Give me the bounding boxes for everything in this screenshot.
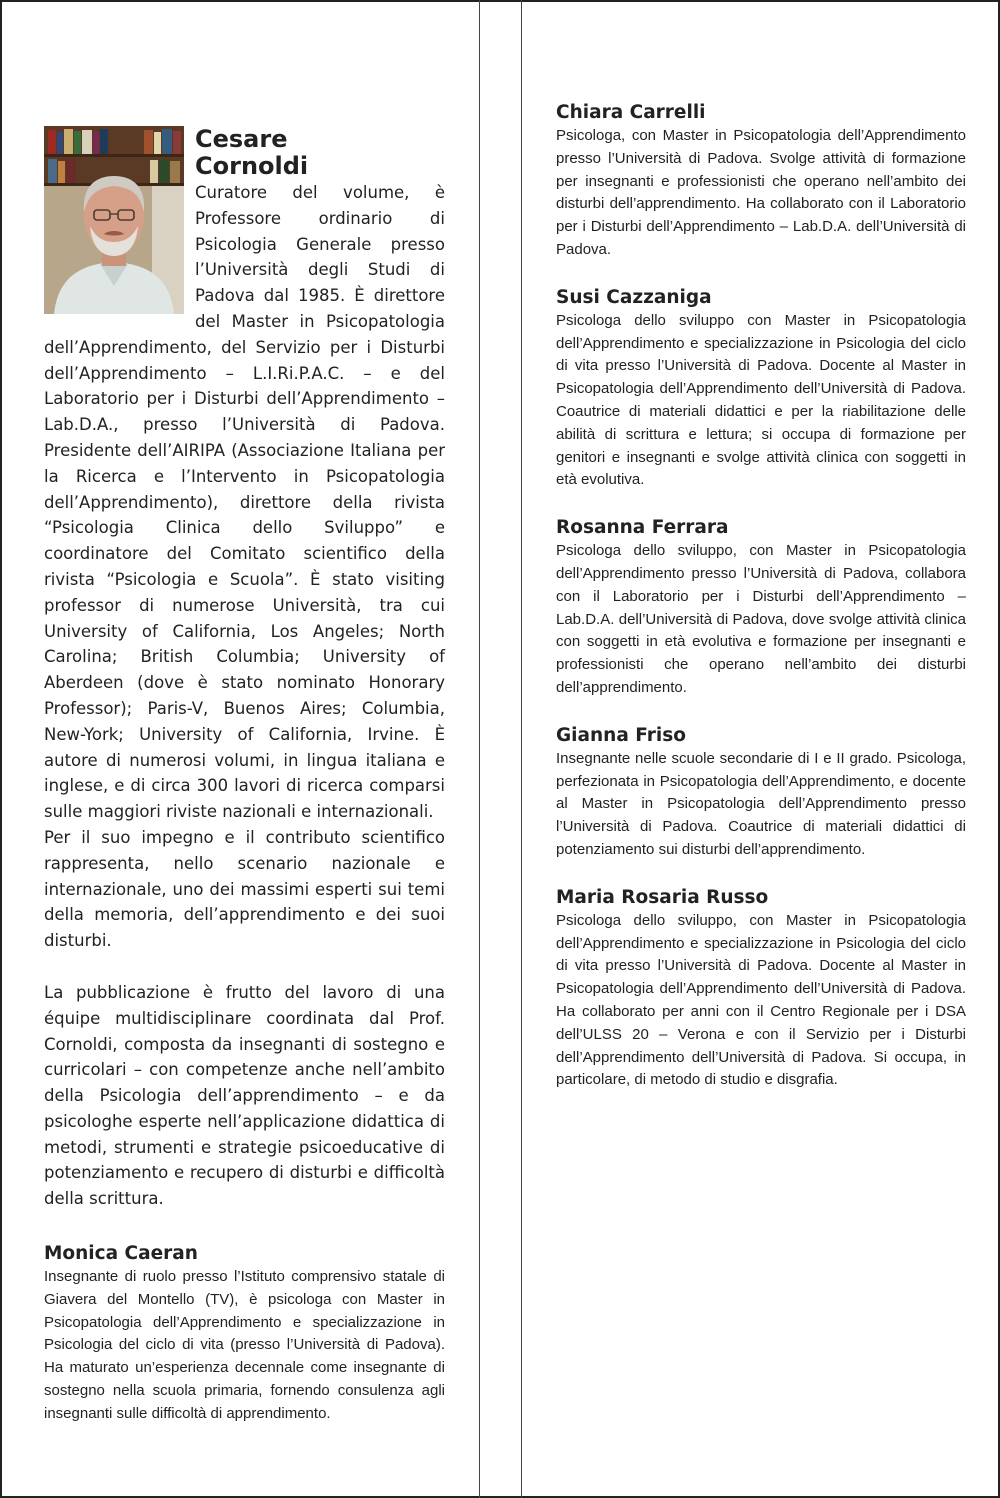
contributor-entry bbox=[556, 516, 966, 700]
main-author-bio-paragraph-1: Curatore del volume, è Professore ordinario di Psicologia Generale presso l’Università degli Studi di Padova dal 1985. È direttore del Master in Psicopatologia dell’Apprendimento, del Servizio per i Disturbi dell’Apprendimento – L.I.Ri.P.A.C. – e del Laboratorio per i Disturbi dell’Apprendimento – Lab.D.A., presso l’Università di Padova. Presidente dell’AIRIPA (Associazione Italiana per la Ricerca e l’Intervento in Psicopatologia dell’Apprendimento), direttore della rivista “Psicologia Clinica dello Sviluppo” e coordinatore del Comitato scientifico della rivista “Psicologia e Scuola”. È stato visiting professor di numerose Università, tra cui University of California, Los Angeles; North Carolina; British Columbia; University of Aberdeen (dove è stato nominato Honorary Professor); Paris-V, Buenos Aires; Columbia, New-York; University of California, Irvine. È autore di numerosi volumi, in lingua italiana e inglese, e di circa 300 lavori di ricerca comparsi sulle maggiori riviste nazionali e internazionali. bbox=[44, 183, 445, 822]
contributor-entry bbox=[556, 286, 966, 492]
contributor-bio: Insegnante nelle scuole secondarie di I e II grado. Psicologa, perfezionata in Psicopatologia dell’Apprendimento, e docente al Master in Psicopatologia dell’Apprendimento presso l’Università di Padova. Coautrice di materiali didattici di potenziamento sui disturbi dell’apprendimento. bbox=[556, 749, 966, 858]
main-author-name-line2: Cornoldi bbox=[195, 152, 309, 180]
contributor-name: Maria Rosaria Russo bbox=[556, 886, 769, 908]
right-column bbox=[556, 101, 966, 1116]
left-column bbox=[44, 126, 445, 1426]
author-photo bbox=[44, 126, 184, 314]
contributor-bio: Psicologa dello sviluppo con Master in Psicopatologia dell’Apprendimento e specializzazione in Psicologia del ciclo di vita presso l’Università di Padova. Docente al Master in Psicopatologia dell’Apprendimento dell’Università di Padova. Coautrice di materiali didattici e per la riabilitazione delle abilità di scrittura e lettura; si occupa di formazione per genitori e insegnanti e svolge attività clinica con soggetti in età evolutiva. bbox=[556, 311, 966, 489]
contributor-entry bbox=[556, 724, 966, 862]
contributor-name: Monica Caeran bbox=[44, 1243, 198, 1265]
contributor-name: Rosanna Ferrara bbox=[556, 517, 729, 539]
publication-note: La pubblicazione è frutto del lavoro di una équipe multidisciplinare coordinata dal Prof. Cornoldi, composta da insegnanti di sostegno e curricolari – con competenze anche nell’ambito della Psicologia dell’apprendimento – e da psicologhe esperte nell’applicazione didattica di metodi, strumenti e strategie psicoeducative di potenziamento e recupero di disturbi e difficoltà della scrittura. bbox=[44, 982, 445, 1209]
contributor-bio: Psicologa, con Master in Psicopatologia dell’Apprendimento presso l’Università di Padova. Svolge attività di formazione per insegnanti e professionisti che operano nell’ambito dei disturbi dell’apprendimento. Ha collaborato con il Laboratorio per i Disturbi dell’Apprendimento – Lab.D.A. dell’Università di Padova. bbox=[556, 127, 966, 258]
column-divider-right bbox=[521, 0, 522, 1498]
contributor-bio: Insegnante di ruolo presso l’Istituto comprensivo statale di Giavera del Montello (TV), è psicologa con Master in Psicopatologia dell’Apprendimento e specializzazione in Psicologia del ciclo di vita (presso l’Università di Padova). Ha maturato un’esperienza decennale come insegnante di sostegno nella scuola primaria, fornendo consulenza agli insegnanti sulle difficoltà di apprendimento. bbox=[44, 1268, 445, 1422]
column-divider-left bbox=[479, 0, 480, 1498]
contributor-name: Gianna Friso bbox=[556, 724, 686, 746]
contributor-entry bbox=[556, 101, 966, 262]
contributor-name: Chiara Carrelli bbox=[556, 102, 706, 123]
contributor-bio: Psicologa dello sviluppo, con Master in Psicopatologia dell’Apprendimento e specializzazione in Psicologia del ciclo di vita presso l’Università di Padova. Docente al Master in Psicopatologia dell’Apprendimento dell’Università di Padova. Ha collaborato per anni con il Centro Regionale per i DSA dell’ULSS 20 – Verona e con il Servizio per i Disturbi dell’Apprendimento dell’Università di Padova. Si occupa, in particolare, di metodo di studio e disgrafia. bbox=[556, 911, 966, 1089]
contributor-entry bbox=[556, 886, 966, 1092]
contributor-entry bbox=[44, 1242, 445, 1426]
main-author-name-line1: Cesare bbox=[195, 125, 288, 153]
contributor-bio: Psicologa dello sviluppo, con Master in Psicopatologia dell’Apprendimento presso l’Università di Padova, collabora con il Laboratorio per i Disturbi dell’Apprendimento – Lab.D.A. dell’Università di Padova, dove svolge attività clinica con soggetti in età evolutiva e formazione per insegnanti e professionisti che operano nell’ambito dei disturbi dell’apprendimento. bbox=[556, 542, 966, 696]
main-author-bio-paragraph-2: Per il suo impegno e il contributo scientifico rappresenta, nello scenario nazionale e internazionale, uno dei massimi esperti sui temi della memoria, dell’apprendimento e dei suoi disturbi. bbox=[44, 827, 445, 951]
contributor-name: Susi Cazzaniga bbox=[556, 286, 712, 308]
